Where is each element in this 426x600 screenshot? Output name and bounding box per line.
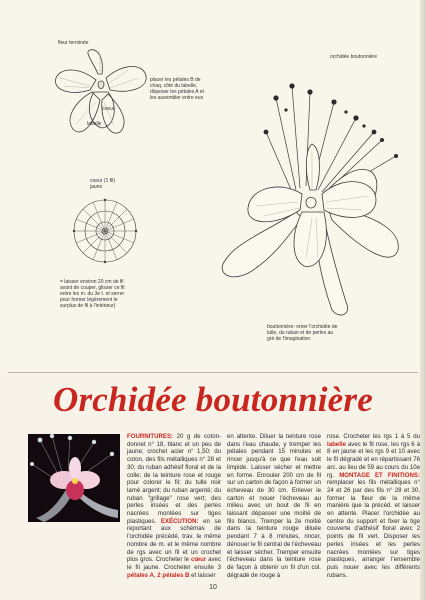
orchid-photo-image xyxy=(28,434,120,522)
boutonniere-caption: boutonnière: orner l'orchidée de tulle, du ruban et de perles au gré de l'imagination xyxy=(267,324,338,342)
execution-text-2: avec le fil jaune. Crocheter ensuite 3 xyxy=(127,556,221,571)
orchid-photo xyxy=(28,434,120,522)
execution-heading: EXÉCUTION: xyxy=(160,517,199,525)
petales-b: 2 pétales B xyxy=(157,571,190,579)
coeur-word: cœur xyxy=(190,556,207,564)
execution-text: en se reportant aux schémas de l'orchidée précédé, trav. le même nombre de m. et le même nombre de rgs avec un fil et un crochet plus gros. Crocheter le xyxy=(127,517,221,564)
montage-text: remplacer les fils métalliques n° 24 et 26 par des fils n° 28 et 30, former la fleur de la même manière que la précéd. et laisser en attente. Placer l'orchidée au centre du support et fixer la tige couverte d'adhésif floral avec 2 points de fil vert. Disposer les perles irisées et les perles nacrées montées sur tiges plastiques, arranger l'ensemble puis nouer avec les différents rubans. xyxy=(327,479,420,579)
fleur-terminee-label: fleur terminée xyxy=(58,40,89,46)
fleur-terminee-diagram xyxy=(40,48,160,142)
execution-text-3: et laisser xyxy=(189,571,216,579)
divider xyxy=(8,372,418,373)
petales-a: pétales A xyxy=(127,571,154,579)
column-2-text: en attente. Diluer la teinture rose dans l'eau chaude, y tremper les pétales pendant 15 minutes et rincer jusqu'à ce que l'eau soit limpide. Laisser sécher et mettre en forme. Enrouler 200 cm de fil sur un carton de façon à former un écheveau de 30 cm. Enlever le carton et nouer l'écheveau au milieu avec un bout de fil en laissant dépasser une moitié de fils blancs. Tremper la 2e moitié dans la teinture rouge diluée pendant 7 à 8 minutes, rincer, dénouer le fil central de l'écheveau et laisser sécher. Tremper ensuite l'écheveau dans la teinture rose de façon à obtenir un fil d'un col. dégradé de rouge à xyxy=(227,433,321,579)
page-edge xyxy=(420,0,426,600)
coeur-pointer-label: coeur xyxy=(102,106,115,112)
text-column-3 xyxy=(327,433,420,579)
text-column-1 xyxy=(127,433,221,579)
orchidee-boutonniere-label: orchidée boutonnière xyxy=(330,54,377,60)
laisser-fil-note: = laisser environ 20 cm de fil avant de couper, glisser ce fil entre les m. du 3e t. et serrer pour former légèrement le surplus de fil à l'intérieur) xyxy=(60,279,125,309)
column-3-text-1: rose. Crocheter les rgs 1 à 5 du xyxy=(327,433,420,440)
page-number: 10 xyxy=(209,584,217,591)
fournitures-heading: FOURNITURES: xyxy=(127,433,174,440)
boutonniere-drawing xyxy=(206,62,420,324)
comma: , xyxy=(153,571,158,579)
fournitures-text: 20 g de coton-donnet n° 18, blanc et un peu de jaune; crochet acier n° 1,50; du coton, des fils métalliques n° 28 et 30; du ruban adhésif floral et de la colle; de la teinture rose et rouge pour colorer le fil; du tulle noir lamé argent; du ruban argenté; du ruban "grillage" rose vert; des perles irisées et des perles nacrées montées sur tiges plastiques. xyxy=(127,433,221,525)
coeur-chart-heading: coeur (1 fil) jaune xyxy=(90,178,116,190)
text-column-2 xyxy=(227,433,321,579)
column-3-text-2: avec le fil rose, les rgs 6 à 8 en jaune et les rgs 9 et 10 avec le fil dégradé et en répartissant 76 arc. au lieu de 59 au cours du 10e rg. xyxy=(327,440,420,479)
labelle-pointer-label: labelle xyxy=(87,121,102,127)
montage-heading: MONTAGE ET FINITIONS: xyxy=(339,471,420,479)
labelle-word: labelle xyxy=(327,440,346,448)
page-title: Orchidée boutonnière xyxy=(53,380,373,419)
coeur-crochet-chart xyxy=(70,196,140,266)
placer-petales-note: placer les pétales B de chaq. côté du labelle, disposer les pétales A et les assembler entre eux xyxy=(150,77,204,101)
